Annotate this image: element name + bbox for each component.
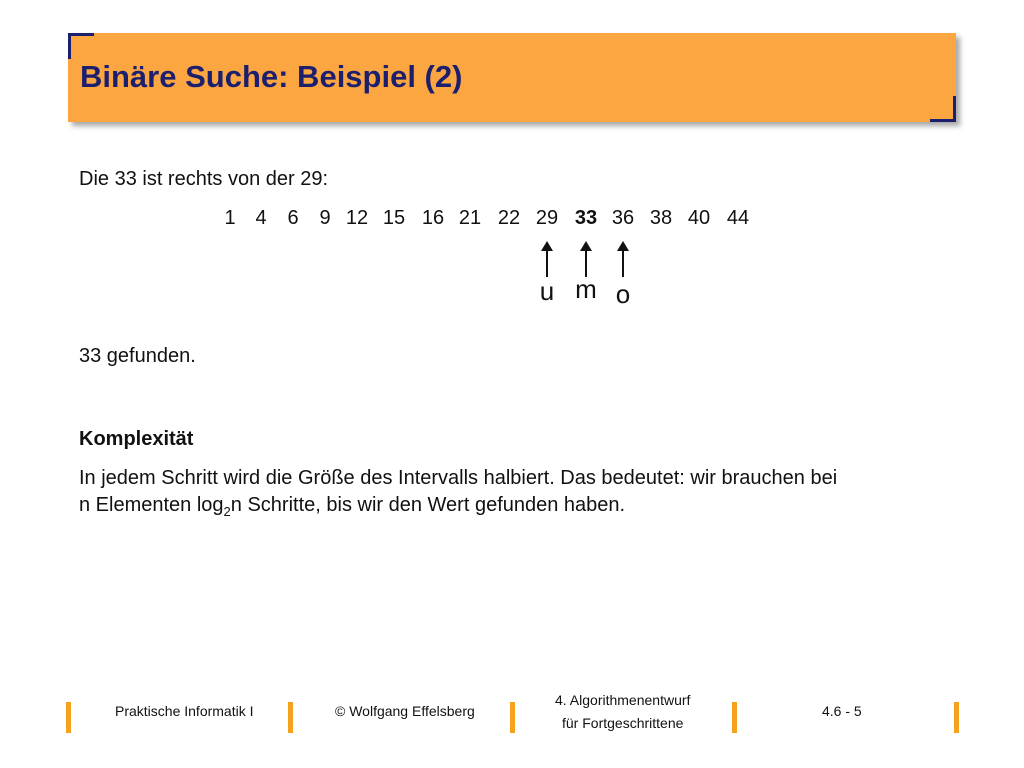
title-bar bbox=[68, 33, 956, 122]
footer-page-number: 4.6 - 5 bbox=[822, 703, 862, 719]
sequence-number: 9 bbox=[319, 207, 331, 229]
sequence-number-highlighted: 33 bbox=[574, 207, 598, 229]
sequence-number: 29 bbox=[535, 207, 559, 229]
footer-divider bbox=[732, 702, 737, 733]
sequence-number: 38 bbox=[649, 207, 673, 229]
sequence-number: 1 bbox=[224, 207, 236, 229]
footer-chapter-line-1: 4. Algorithmenentwurf bbox=[555, 692, 691, 708]
pointer-label-u: u bbox=[539, 276, 555, 306]
up-arrow-icon bbox=[616, 241, 630, 279]
complexity-line-2-part-a: n Elementen log bbox=[79, 494, 224, 516]
corner-bracket-bottom-right bbox=[928, 94, 956, 122]
sequence-number: 40 bbox=[687, 207, 711, 229]
footer-divider bbox=[66, 702, 71, 733]
sequence-number: 22 bbox=[497, 207, 521, 229]
complexity-heading: Komplexität bbox=[79, 428, 194, 450]
slide-title: Binäre Suche: Beispiel (2) bbox=[80, 59, 463, 94]
sequence-number: 36 bbox=[611, 207, 635, 229]
complexity-line-2-part-b: n Schritte, bis wir den Wert gefunden haben. bbox=[230, 494, 626, 516]
footer-course: Praktische Informatik I bbox=[115, 703, 254, 719]
sequence-number: 16 bbox=[421, 207, 445, 229]
pointer-label-m: m bbox=[575, 274, 597, 304]
log-subscript: 2 bbox=[223, 504, 231, 519]
sequence-number: 12 bbox=[345, 207, 369, 229]
sequence-number: 15 bbox=[382, 207, 406, 229]
pointer-label-o: o bbox=[615, 279, 631, 309]
result-text: 33 gefunden. bbox=[79, 345, 196, 367]
footer-divider bbox=[954, 702, 959, 733]
sequence-number: 21 bbox=[458, 207, 482, 229]
complexity-line-1: In jedem Schritt wird die Größe des Intervalls halbiert. Das bedeutet: wir brauchen bei bbox=[79, 467, 838, 489]
footer-chapter-line-2: für Fortgeschrittene bbox=[562, 715, 684, 731]
sequence-number: 6 bbox=[287, 207, 299, 229]
intro-text: Die 33 ist rechts von der 29: bbox=[79, 168, 329, 190]
corner-bracket-top-left bbox=[68, 33, 96, 61]
footer-author: © Wolfgang Effelsberg bbox=[335, 703, 475, 719]
sequence-number: 44 bbox=[726, 207, 750, 229]
footer-divider bbox=[288, 702, 293, 733]
footer-divider bbox=[510, 702, 515, 733]
sequence-number: 4 bbox=[255, 207, 267, 229]
complexity-line-2 bbox=[79, 494, 625, 519]
up-arrow-icon bbox=[540, 241, 554, 279]
